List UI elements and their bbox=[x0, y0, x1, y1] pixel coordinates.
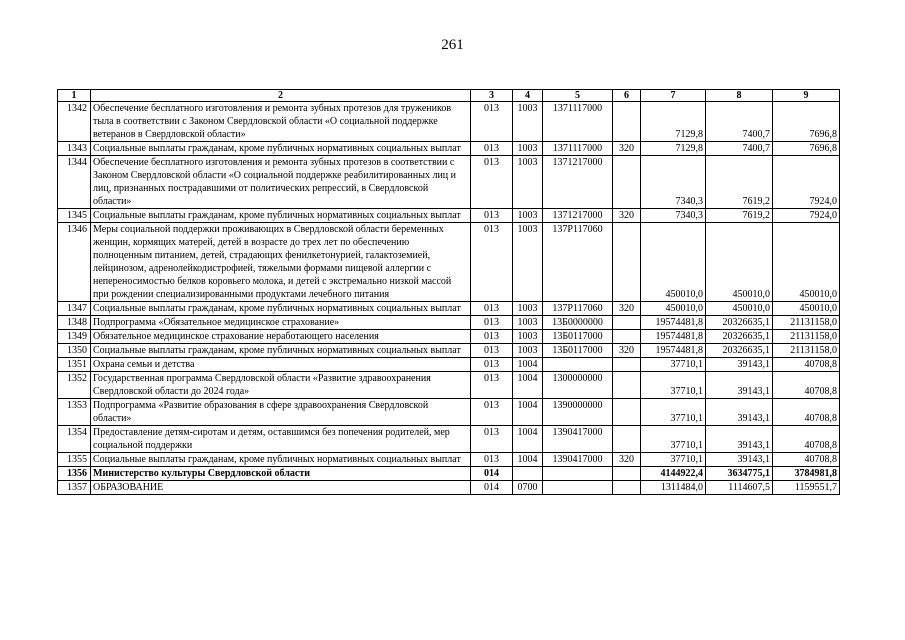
cell-c6 bbox=[613, 481, 641, 495]
cell-c7: 19574481,8 bbox=[641, 316, 706, 330]
cell-c9: 40708,8 bbox=[773, 358, 840, 372]
cell-c4: 1003 bbox=[513, 344, 543, 358]
cell-c9: 21131158,0 bbox=[773, 330, 840, 344]
cell-c8: 7619,2 bbox=[706, 156, 773, 209]
col-header: 6 bbox=[613, 90, 641, 102]
cell-c7: 37710,1 bbox=[641, 372, 706, 399]
cell-c4: 1004 bbox=[513, 358, 543, 372]
cell-c8: 7400,7 bbox=[706, 142, 773, 156]
table-row bbox=[58, 467, 840, 481]
cell-c7: 450010,0 bbox=[641, 302, 706, 316]
cell-n: 1352 bbox=[58, 372, 91, 399]
cell-c7: 37710,1 bbox=[641, 399, 706, 426]
cell-c5: 1390417000 bbox=[543, 426, 613, 453]
cell-n: 1348 bbox=[58, 316, 91, 330]
cell-c9: 40708,8 bbox=[773, 453, 840, 467]
cell-c6 bbox=[613, 223, 641, 302]
cell-c8: 1114607,5 bbox=[706, 481, 773, 495]
cell-c9: 7924,0 bbox=[773, 209, 840, 223]
table-row bbox=[58, 209, 840, 223]
cell-n: 1347 bbox=[58, 302, 91, 316]
cell-c5: 137P117060 bbox=[543, 223, 613, 302]
cell-c4: 1004 bbox=[513, 453, 543, 467]
cell-n: 1356 bbox=[58, 467, 91, 481]
cell-c3: 014 bbox=[471, 467, 513, 481]
cell-c4: 1003 bbox=[513, 142, 543, 156]
cell-c9: 7924,0 bbox=[773, 156, 840, 209]
cell-c6 bbox=[613, 467, 641, 481]
cell-c5: 1371217000 bbox=[543, 156, 613, 209]
cell-c3: 013 bbox=[471, 156, 513, 209]
cell-c5 bbox=[543, 467, 613, 481]
cell-c5 bbox=[543, 358, 613, 372]
cell-name: Охрана семьи и детства bbox=[91, 358, 471, 372]
cell-c5: 1390417000 bbox=[543, 453, 613, 467]
cell-c3: 013 bbox=[471, 316, 513, 330]
cell-c4 bbox=[513, 467, 543, 481]
cell-c4: 1003 bbox=[513, 223, 543, 302]
cell-c3: 013 bbox=[471, 344, 513, 358]
cell-c3: 013 bbox=[471, 358, 513, 372]
cell-c5: 13Б0117000 bbox=[543, 330, 613, 344]
table-row bbox=[58, 426, 840, 453]
table-row bbox=[58, 481, 840, 495]
cell-c4: 1004 bbox=[513, 426, 543, 453]
table-row bbox=[58, 102, 840, 142]
cell-c9: 40708,8 bbox=[773, 426, 840, 453]
cell-c3: 013 bbox=[471, 399, 513, 426]
cell-name: Социальные выплаты гражданам, кроме публичных нормативных социальных выплат bbox=[91, 302, 471, 316]
cell-c5: 1371217000 bbox=[543, 209, 613, 223]
cell-c8: 3634775,1 bbox=[706, 467, 773, 481]
cell-c6: 320 bbox=[613, 344, 641, 358]
cell-c4: 1003 bbox=[513, 102, 543, 142]
cell-n: 1346 bbox=[58, 223, 91, 302]
cell-c6: 320 bbox=[613, 453, 641, 467]
cell-c4: 0700 bbox=[513, 481, 543, 495]
col-header: 9 bbox=[773, 90, 840, 102]
cell-c3: 013 bbox=[471, 426, 513, 453]
header-row bbox=[58, 90, 840, 102]
cell-n: 1350 bbox=[58, 344, 91, 358]
cell-c9: 1159551,7 bbox=[773, 481, 840, 495]
cell-c5: 1300000000 bbox=[543, 372, 613, 399]
cell-name: Министерство культуры Свердловской области bbox=[91, 467, 471, 481]
cell-c4: 1003 bbox=[513, 302, 543, 316]
cell-c7: 450010,0 bbox=[641, 223, 706, 302]
cell-c8: 20326635,1 bbox=[706, 330, 773, 344]
cell-name: Подпрограмма «Развитие образования в сфере здравоохранения Свердловской области» bbox=[91, 399, 471, 426]
cell-c5: 13Б0117000 bbox=[543, 344, 613, 358]
cell-c6 bbox=[613, 156, 641, 209]
col-header: 3 bbox=[471, 90, 513, 102]
cell-c4: 1004 bbox=[513, 399, 543, 426]
cell-c6 bbox=[613, 358, 641, 372]
cell-c8: 450010,0 bbox=[706, 223, 773, 302]
cell-name: ОБРАЗОВАНИЕ bbox=[91, 481, 471, 495]
cell-n: 1343 bbox=[58, 142, 91, 156]
cell-c8: 39143,1 bbox=[706, 399, 773, 426]
cell-name: Обеспечение бесплатного изготовления и ремонта зубных протезов в соответствии с Законом Свердловской области «О социальной поддержке реабилитированных лиц и лиц, признанных пострадавшими от политических репрессий, в Свердловской области» bbox=[91, 156, 471, 209]
cell-c8: 450010,0 bbox=[706, 302, 773, 316]
cell-c9: 450010,0 bbox=[773, 302, 840, 316]
cell-c3: 013 bbox=[471, 102, 513, 142]
table-row bbox=[58, 302, 840, 316]
cell-c6 bbox=[613, 372, 641, 399]
budget-table bbox=[57, 89, 840, 495]
page-number: 261 bbox=[441, 37, 464, 53]
cell-c4: 1003 bbox=[513, 209, 543, 223]
table-row bbox=[58, 142, 840, 156]
cell-c7: 19574481,8 bbox=[641, 330, 706, 344]
cell-n: 1344 bbox=[58, 156, 91, 209]
cell-c9: 3784981,8 bbox=[773, 467, 840, 481]
col-header: 1 bbox=[58, 90, 91, 102]
cell-c6: 320 bbox=[613, 302, 641, 316]
col-header: 7 bbox=[641, 90, 706, 102]
cell-c3: 013 bbox=[471, 142, 513, 156]
cell-name: Предоставление детям-сиротам и детям, оставшимся без попечения родителей, мер социальной поддержки bbox=[91, 426, 471, 453]
table-row bbox=[58, 372, 840, 399]
cell-c4: 1003 bbox=[513, 316, 543, 330]
table-row bbox=[58, 156, 840, 209]
table-row bbox=[58, 330, 840, 344]
cell-c7: 37710,1 bbox=[641, 453, 706, 467]
cell-c8: 20326635,1 bbox=[706, 316, 773, 330]
cell-c3: 013 bbox=[471, 209, 513, 223]
cell-c6 bbox=[613, 426, 641, 453]
cell-c7: 1311484,0 bbox=[641, 481, 706, 495]
cell-name: Социальные выплаты гражданам, кроме публичных нормативных социальных выплат bbox=[91, 209, 471, 223]
cell-n: 1353 bbox=[58, 399, 91, 426]
cell-c9: 7696,8 bbox=[773, 102, 840, 142]
cell-c3: 013 bbox=[471, 372, 513, 399]
table-row bbox=[58, 399, 840, 426]
cell-c5: 1371117000 bbox=[543, 102, 613, 142]
cell-c6 bbox=[613, 102, 641, 142]
cell-c3: 014 bbox=[471, 481, 513, 495]
cell-c6: 320 bbox=[613, 209, 641, 223]
cell-c6: 320 bbox=[613, 142, 641, 156]
cell-c4: 1004 bbox=[513, 372, 543, 399]
table-row bbox=[58, 358, 840, 372]
cell-c8: 39143,1 bbox=[706, 453, 773, 467]
cell-name: Государственная программа Свердловской области «Развитие здравоохранения Свердловской области до 2024 года» bbox=[91, 372, 471, 399]
cell-c8: 7619,2 bbox=[706, 209, 773, 223]
cell-c9: 21131158,0 bbox=[773, 344, 840, 358]
cell-c5: 137P117060 bbox=[543, 302, 613, 316]
cell-n: 1349 bbox=[58, 330, 91, 344]
cell-n: 1345 bbox=[58, 209, 91, 223]
cell-c3: 013 bbox=[471, 330, 513, 344]
cell-c3: 013 bbox=[471, 223, 513, 302]
table-row bbox=[58, 316, 840, 330]
cell-c6 bbox=[613, 399, 641, 426]
cell-c9: 21131158,0 bbox=[773, 316, 840, 330]
table-row bbox=[58, 344, 840, 358]
table-row bbox=[58, 453, 840, 467]
cell-c7: 7340,3 bbox=[641, 156, 706, 209]
cell-name: Социальные выплаты гражданам, кроме публичных нормативных социальных выплат bbox=[91, 142, 471, 156]
cell-c4: 1003 bbox=[513, 156, 543, 209]
col-header: 2 bbox=[91, 90, 471, 102]
cell-n: 1342 bbox=[58, 102, 91, 142]
cell-c4: 1003 bbox=[513, 330, 543, 344]
cell-c7: 7129,8 bbox=[641, 142, 706, 156]
cell-c6 bbox=[613, 316, 641, 330]
col-header: 8 bbox=[706, 90, 773, 102]
cell-c9: 450010,0 bbox=[773, 223, 840, 302]
cell-name: Обязательное медицинское страхование неработающего населения bbox=[91, 330, 471, 344]
cell-c7: 19574481,8 bbox=[641, 344, 706, 358]
cell-name: Меры социальной поддержки проживающих в Свердловской области беременных женщин, кормящих матерей, детей в возрасте до трех лет по обеспечению полноценным питанием, детей, страдающих фенилкетонурией, галактоземией, лейцинозом, адренолейкодистрофией, тяжелыми формами пищевой аллергии с непереносимостью белков коровьего молока, и детей с экстремально низкой массой при рождении специализированными продуктами лечебного питания bbox=[91, 223, 471, 302]
cell-c7: 7129,8 bbox=[641, 102, 706, 142]
col-header: 4 bbox=[513, 90, 543, 102]
cell-c8: 20326635,1 bbox=[706, 344, 773, 358]
cell-n: 1354 bbox=[58, 426, 91, 453]
cell-c5 bbox=[543, 481, 613, 495]
cell-name: Социальные выплаты гражданам, кроме публичных нормативных социальных выплат bbox=[91, 453, 471, 467]
cell-name: Подпрограмма «Обязательное медицинское страхование» bbox=[91, 316, 471, 330]
cell-c7: 37710,1 bbox=[641, 358, 706, 372]
cell-c6 bbox=[613, 330, 641, 344]
cell-n: 1355 bbox=[58, 453, 91, 467]
cell-c8: 39143,1 bbox=[706, 372, 773, 399]
cell-c3: 013 bbox=[471, 302, 513, 316]
cell-c3: 013 bbox=[471, 453, 513, 467]
cell-c5: 1371117000 bbox=[543, 142, 613, 156]
cell-c7: 7340,3 bbox=[641, 209, 706, 223]
cell-name: Обеспечение бесплатного изготовления и ремонта зубных протезов для тружеников тыла в соответствии с Законом Свердловской области «О социальной поддержке ветеранов в Свердловской области» bbox=[91, 102, 471, 142]
cell-name: Социальные выплаты гражданам, кроме публичных нормативных социальных выплат bbox=[91, 344, 471, 358]
cell-n: 1351 bbox=[58, 358, 91, 372]
cell-c7: 4144922,4 bbox=[641, 467, 706, 481]
cell-c7: 37710,1 bbox=[641, 426, 706, 453]
cell-c8: 39143,1 bbox=[706, 358, 773, 372]
cell-c9: 7696,8 bbox=[773, 142, 840, 156]
col-header: 5 bbox=[543, 90, 613, 102]
cell-c8: 39143,1 bbox=[706, 426, 773, 453]
table-row bbox=[58, 223, 840, 302]
cell-n: 1357 bbox=[58, 481, 91, 495]
cell-c5: 1390000000 bbox=[543, 399, 613, 426]
cell-c9: 40708,8 bbox=[773, 372, 840, 399]
cell-c5: 13Б0000000 bbox=[543, 316, 613, 330]
cell-c8: 7400,7 bbox=[706, 102, 773, 142]
cell-c9: 40708,8 bbox=[773, 399, 840, 426]
